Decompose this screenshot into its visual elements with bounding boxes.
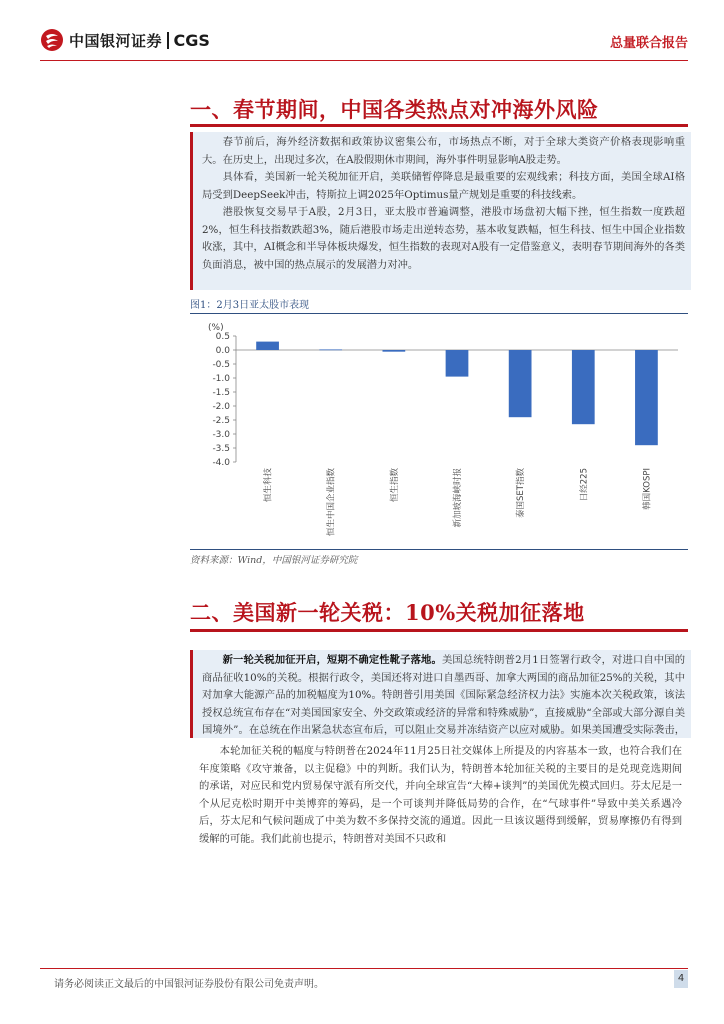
x-category-label: 恒生中国企业指数 xyxy=(326,468,337,537)
bar xyxy=(509,350,532,417)
x-category-label: 泰国SET指数 xyxy=(516,468,527,518)
section-title-1: 一、春节期间，中国各类热点对冲海外风险 xyxy=(190,97,599,122)
paragraph: 春节前后，海外经济数据和政策协议密集公布，市场热点不断，对于全球大类资产价格表现影响重大。在历史上，出现过多次，在A股假期休市期间，海外事件明显影响A股走势。 xyxy=(202,136,685,166)
bold-lead: 新一轮关税加征开启，短期不确定性靴子落地。 xyxy=(222,654,442,666)
company-name: 中国银河证券 xyxy=(69,31,163,50)
paragraph: 具体看，美国新一轮关税加征开启，美联储暂停降息是最重要的宏观线索；科技方面，美国全球AI格局受到DeepSeek冲击，特斯拉上调2025年Optimus量产规划是重要的科技线索。 xyxy=(202,171,685,201)
x-category-label: 恒生科技 xyxy=(263,468,274,503)
y-tick-label: -1.0 xyxy=(212,374,230,384)
x-category-label: 新加坡海峡时报 xyxy=(453,468,463,528)
figure-caption: 图1：2月3日亚太股市表现 xyxy=(190,296,688,314)
section-1-body xyxy=(190,132,691,290)
section-2-body xyxy=(190,741,688,961)
page-number: 4 xyxy=(674,970,688,988)
footer-divider xyxy=(40,968,688,969)
y-tick-label: -0.5 xyxy=(212,360,230,370)
y-tick-label: -3.5 xyxy=(212,444,230,454)
section-title-2: 二、美国新一轮关税：10%关税加征落地 xyxy=(190,600,585,625)
y-tick-label: 0.5 xyxy=(215,332,230,342)
brand-abbr: CGS xyxy=(173,30,210,50)
bar xyxy=(635,350,658,445)
y-tick-label: 0.0 xyxy=(215,346,230,356)
paragraph-rest: 美国总统特朗普2月1日签署行政令，对进口自中国的商品征收10%的关税。根据行政令，美国还将对进口自墨西哥、加拿大两国的商品加征25%的关税，其中对加拿大能源产品的加税幅度为10%。特朗普引用美国《国际紧急经济权力法》实施本次关税政策，该法授权总统宣布存在“对美国国家安全、外交政策或经济的异常和特殊威胁”，直接威胁“全部或大部分源自美国境外”。在总统在作出紧急状态宣布后，可以阻止交易并冻结资产以应对威胁。如果美国遭受实际袭击， xyxy=(202,654,685,736)
section-2-highlight xyxy=(190,650,691,738)
y-tick-label: -2.5 xyxy=(212,416,230,426)
x-category-label: 日经225 xyxy=(579,468,590,502)
y-axis-unit-label: (%) xyxy=(208,323,224,333)
section-title-underline-2 xyxy=(190,629,688,632)
bar xyxy=(256,342,279,350)
report-type: 总量联合报告 xyxy=(609,36,688,51)
paragraph-highlight xyxy=(202,652,685,740)
y-tick-label: -1.5 xyxy=(212,388,230,398)
bar xyxy=(319,349,342,350)
y-tick-label: -4.0 xyxy=(212,458,230,468)
figure-source: 资料来源：Wind，中国银河证券研究院 xyxy=(190,549,688,566)
footer-disclaimer: 请务必阅读正文最后的中国银河证券股份有限公司免责声明。 xyxy=(54,979,324,990)
bar xyxy=(446,350,469,377)
paragraph: 港股恢复交易早于A股，2月3日，亚太股市普遍调整，港股市场盘初大幅下挫，恒生指数一度跌超2%，恒生科技指数跌超3%，随后港股市场走出逆转态势，基本收复跌幅，恒生科技、恒生中国企业指数收涨，其中，AI概念和半导体板块爆发，恒生指数的表现对A股有一定借鉴意义，表明春节期间海外的各类负面消息，被中国的热点展示的发展潜力对冲。 xyxy=(202,206,685,271)
cgs-logo-icon xyxy=(40,28,64,52)
logo-divider xyxy=(167,32,169,49)
y-tick-label: -2.0 xyxy=(212,402,230,412)
y-tick-label: -3.0 xyxy=(212,430,230,440)
bar xyxy=(572,350,595,424)
bar-chart xyxy=(190,316,688,546)
paragraph: 本轮加征关税的幅度与特朗普在2024年11月25日社交媒体上所提及的内容基本一致，也符合我们在年度策略《攻守兼备，以主促稳》中的判断。我们认为，特朗普本轮加征关税的主要目的是兑现竞选期间的承诺，对应民和党内贸易保守派有所交代，并向全球宣告“大棒+谈判”的美国优先模式回归。芬太尼是一个从尼克松时期开中美博弈的筹码，是一个可谈判并降低局势的合作，在“气球事件”导致中美关系遇冷后，芬太尼和气候问题成了中美为数不多保持交流的通道。因此一旦该议题得到缓解，贸易摩擦仍有得到缓解的可能。我们此前也提示，特朗普对美国不只政和 xyxy=(199,745,682,845)
x-category-label: 恒生指数 xyxy=(389,468,400,503)
x-category-label: 韩国KOSPI xyxy=(642,468,653,510)
brand-logo xyxy=(40,28,210,52)
bar xyxy=(382,350,405,352)
section-title-underline-1 xyxy=(190,124,688,127)
header-divider xyxy=(40,60,688,61)
